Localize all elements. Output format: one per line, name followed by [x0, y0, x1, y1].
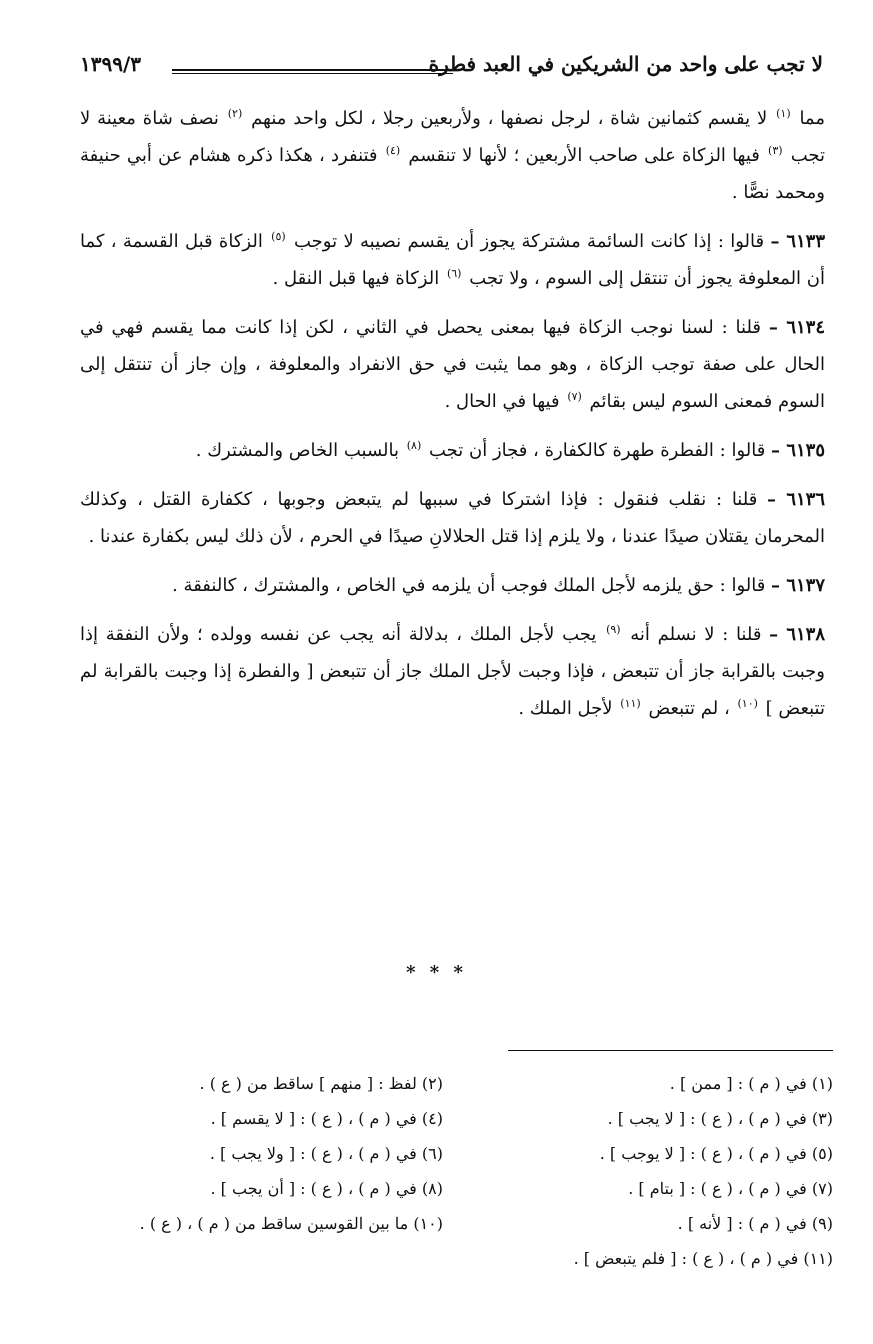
footnote-marker: (٨): [406, 439, 422, 452]
paragraph-text: قالوا : إذا كانت السائمة مشتركة يجوز أن يقسم نصيبه لا توجب: [287, 231, 771, 252]
paragraph: [80, 481, 825, 555]
footnote-item: (٥) في ( م ) ، ( ع ) : [ لا يوجب ] .: [599, 1144, 833, 1163]
paragraph-text: الزكاة فيها قبل النقل .: [272, 268, 445, 289]
footnote-marker: (١١): [620, 697, 641, 710]
footnote-item: (١١) في ( م ) ، ( ع ) : [ فلم يتبعض ] .: [573, 1249, 833, 1268]
paragraph-text: لا يقسم كثمانين شاة ، لرجل نصفها ، ولأربعين رجلا ، لكل واحد منهم: [244, 108, 775, 129]
header-title: لا تجب على واحد من الشريكين في العبد فطرة: [428, 52, 823, 76]
paragraph-text: قلنا : لسنا نوجب الزكاة فيها بمعنى يحصل في الثاني ، لكن إذا كانت مما يقسم فهي في الحال على صفة توجب الزكاة ، وهو مما يثبت في حق الانفراد والمعلوفة ، وإن جاز أن تنتقل إلى السوم فمعنى السوم ليس بقائم: [80, 317, 825, 412]
paragraph-text: نصف شاة معينة لا تجب: [80, 108, 825, 166]
paragraph: [80, 616, 825, 727]
footnote-item: (٦) في ( م ) ، ( ع ) : [ ولا يجب ] .: [209, 1144, 443, 1163]
paragraph-number: ٦١٣٥ –: [771, 440, 825, 461]
paragraph-text: مما: [792, 108, 825, 129]
footnote-marker: (٤): [385, 144, 401, 157]
running-header: [80, 52, 823, 92]
footnote-marker: (٥): [271, 230, 286, 243]
footnote-marker: (١): [776, 107, 791, 120]
paragraph-text: لأجل الملك .: [518, 698, 619, 719]
paragraph-text: قالوا : حق يلزمه لأجل الملك فوجب أن يلزمه في الخاص ، والمشترك ، كالنفقة .: [172, 575, 772, 596]
paragraph-number: ٦١٣٤ –: [768, 317, 825, 338]
footnote-item: (١) في ( م ) : [ ممن ] .: [669, 1074, 833, 1093]
section-separator: * * *: [406, 962, 467, 983]
paragraph-text: بالسبب الخاص والمشترك .: [195, 440, 405, 461]
page-number: ١٣٩٩/٣: [80, 52, 142, 76]
paragraph-text: قالوا : الفطرة طهرة كالكفارة ، فجاز أن تجب: [423, 440, 772, 461]
footnote-rule: [508, 1050, 833, 1051]
footnote-marker: (٣): [768, 144, 783, 157]
paragraph-number: ٦١٣٦ –: [767, 489, 825, 510]
paragraph-text: قلنا : لا نسلم أنه: [622, 624, 770, 645]
footnote-item: (٨) في ( م ) ، ( ع ) : [ أن يجب ] .: [210, 1179, 443, 1198]
footnote-item: (٢) لفظ : [ منهم ] ساقط من ( ع ) .: [199, 1074, 443, 1093]
footnote-marker: (٩): [606, 623, 621, 636]
paragraph-number: ٦١٣٨ –: [769, 624, 825, 645]
paragraph-text: قلنا : نقلب فنقول : فإذا اشتركا في سببها لم يتبعض وجوبها ، ككفارة القتل ، وكذلك المحرمان يقتلان صيدًا عندنا ، ولا يلزم إذا قتل الحلالانِ صيدًا في الحرم ، لأن ذلك ليس بكفارة عندنا .: [80, 489, 825, 547]
paragraph-number: ٦١٣٧ –: [771, 575, 825, 596]
paragraph: [80, 223, 825, 297]
paragraph: [80, 309, 825, 420]
paragraph-text: فيها في الحال .: [444, 391, 566, 412]
footnote-item: (٩) في ( م ) : [ لأنه ] .: [677, 1214, 833, 1233]
paragraph-text: فيها الزكاة على صاحب الأربعين ؛ لأنها لا تنقسم: [402, 145, 767, 166]
footnote-item: (١٠) ما بين القوسين ساقط من ( م ) ، ( ع ) .: [139, 1214, 443, 1233]
paragraph: [80, 432, 825, 469]
footnote-marker: (١٠): [737, 697, 758, 710]
footnote-item: (٤) في ( م ) ، ( ع ) : [ لا يقسم ] .: [210, 1109, 443, 1128]
main-text: [80, 100, 825, 739]
paragraph-text: الزكاة قبل القسمة ، كما أن المعلوفة يجوز أن تنتقل إلى السوم ، ولا تجب: [80, 231, 825, 289]
paragraph-text: فتنفرد ، هكذا ذكره هشام عن أبي حنيفة ومحمد نصًّا .: [80, 145, 825, 203]
paragraph-text: ، لم تتبعض: [642, 698, 736, 719]
footnotes: [60, 1066, 833, 1286]
paragraph: [80, 100, 825, 211]
footnote-item: (٣) في ( م ) ، ( ع ) : [ لا يجب ] .: [607, 1109, 833, 1128]
header-rule: [172, 69, 453, 74]
footnote-marker: (٢): [227, 107, 243, 120]
footnote-marker: (٧): [567, 390, 582, 403]
footnotes-left-column: [53, 1066, 443, 1241]
paragraph: [80, 567, 825, 604]
footnote-marker: (٦): [446, 267, 462, 280]
paragraph-number: ٦١٣٣ –: [770, 231, 826, 252]
footnotes-right-column: [443, 1066, 833, 1276]
paragraph-text: يجب لأجل الملك ، بدلالة أنه يجب عن نفسه وولده ؛ ولأن النفقة إذا وجبت بالقرابة جاز أن تتبعض ، فإذا وجبت لأجل الملك جاز أن تتبعض [ والفطرة إذا وجبت بالقرابة لم تتبعض ]: [80, 624, 825, 719]
footnote-item: (٧) في ( م ) ، ( ع ) : [ بتام ] .: [628, 1179, 833, 1198]
